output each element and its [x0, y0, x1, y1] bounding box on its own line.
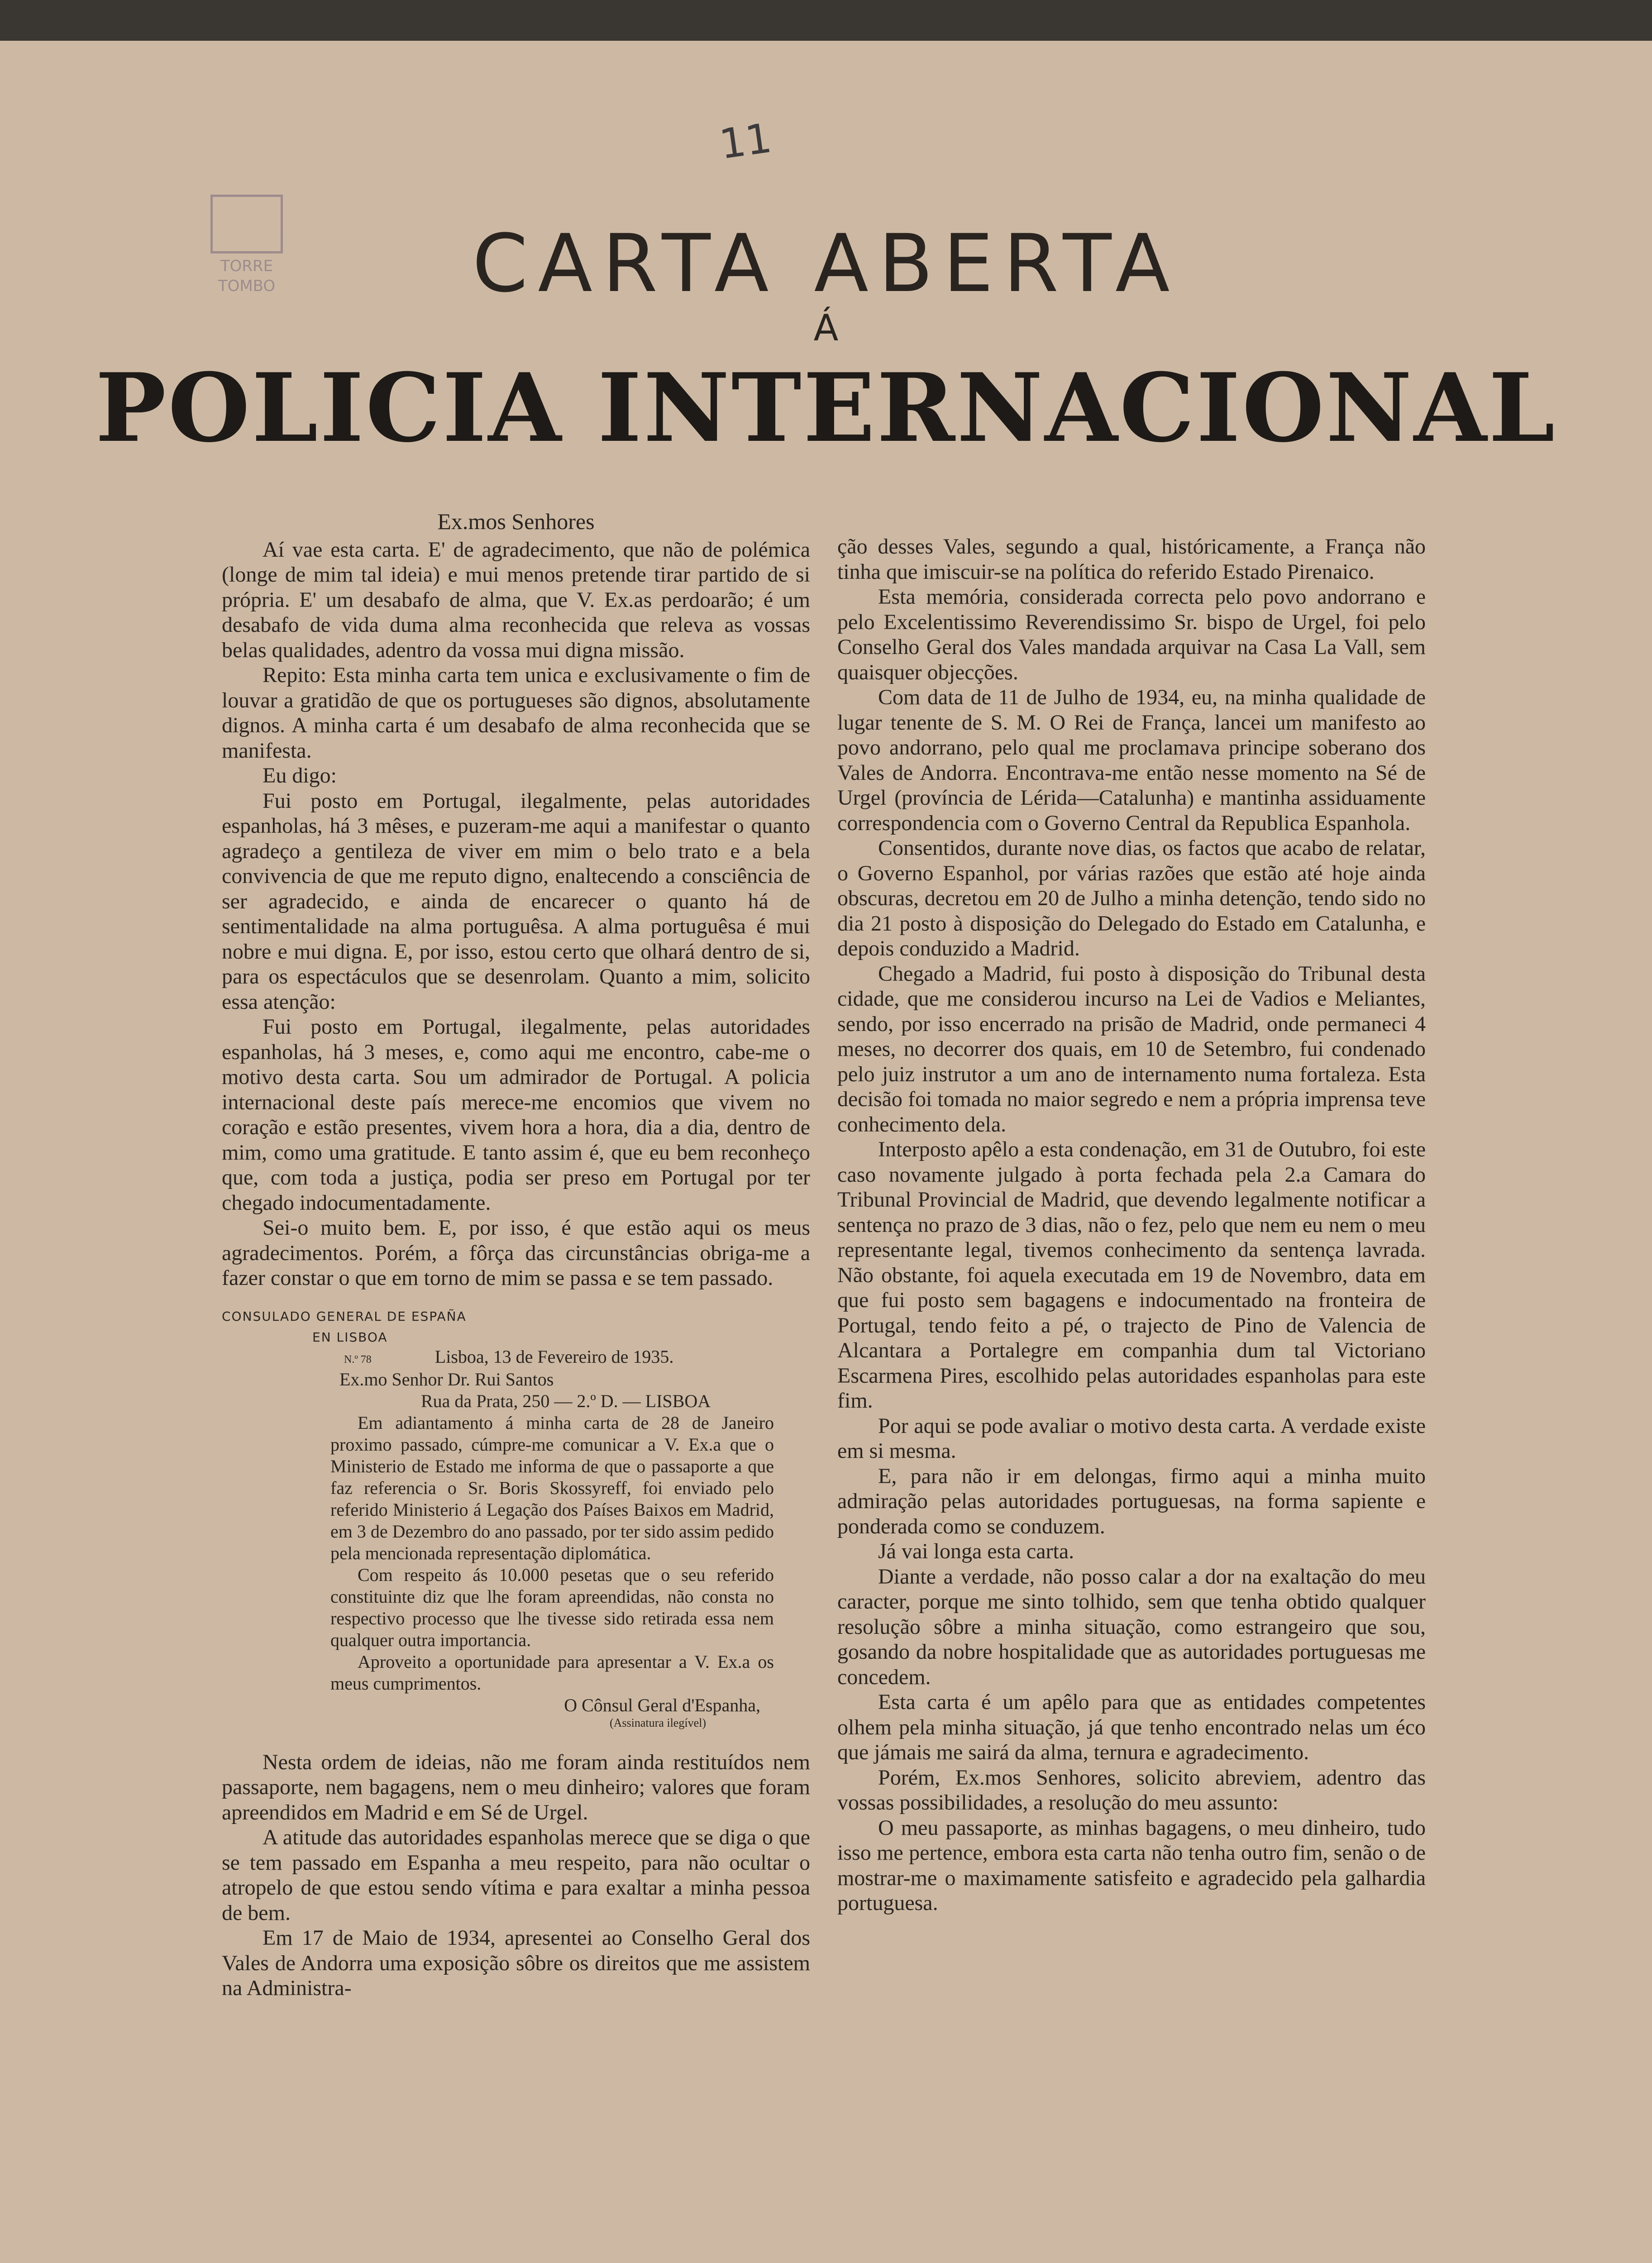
stamp-line2: TOMBO — [218, 277, 276, 295]
right-paragraph: Esta memória, considerada correcta pelo povo andorrano e pelo Excelentissimo Reverendissimo Sr. bispo de Urgel, foi pelo Conselho Geral dos Vales mandada arquivar na Casa La Vall, sem quaisquer objecções. — [837, 585, 1426, 684]
right-paragraph: Consentidos, durante nove dias, os factos que acabo de relatar, o Governo Espanhol, por várias razões que estão até hoje ainda obscuras, decretou em 20 de Julho a minha detenção, tendo sido no dia 21 posto à disposição do Delegado do Estado em Catalunha, e depois conduzido a Madrid. — [837, 836, 1426, 960]
title-line3: POLICIA INTERNACIONAL — [95, 353, 1557, 463]
left-paragraph: Nesta ordem de ideias, não me foram ainda restituídos nem passaporte, nem bagagens, nem o meu dinheiro; valores que foram apreendidos em Madrid e em Sé de Urgel. — [222, 1750, 810, 1824]
right-paragraph: Chegado a Madrid, fui posto à disposição do Tribunal desta cidade, que me considerou incurso na Lei de Vadios e Meliantes, sendo, por isso encerrado na prisão de Madrid, onde permaneci 4 meses, no decorrer dos quais, em 10 de Setembro, fui condenado pelo juiz instrutor a um ano de internamento numa fortaleza. Esta decisão foi tomada no maior segredo e nem a própria imprensa teve conhecimento dela. — [837, 961, 1426, 1136]
letter-number: N.º 78 — [344, 1353, 372, 1365]
left-paragraph: Sei-o muito bem. E, por isso, é que estão aqui os meus agradecimentos. Porém, a fôrça das circunstâncias obriga-me a fazer constar o que em torno de mim se passa e se tem passado. — [222, 1216, 810, 1290]
right-column — [837, 534, 1426, 1916]
right-paragraph: ção desses Vales, segundo a qual, históricamente, a França não tinha que imiscuir-se na política do referido Estado Pirenaico. — [837, 535, 1426, 584]
embedded-consulate-letter — [222, 1306, 810, 1730]
letter-header1: CONSULADO GENERAL DE ESPAÑA — [222, 1308, 467, 1324]
folio-number: 11 — [716, 114, 775, 169]
left-paragraph: A atitude das autoridades espanholas merece que se diga o que se tem passado em Espanha a meu respeito, para não ocultar o atropelo de que estou sendo vítima e para exaltar a minha pessoa de bem. — [222, 1825, 810, 1925]
letter-address: Rua da Prata, 250 — 2.º D. — LISBOA — [421, 1390, 711, 1411]
letter-recipient: Ex.mo Senhor Dr. Rui Santos — [339, 1369, 554, 1389]
letter-signatory: O Cônsul Geral d'Espanha, — [564, 1695, 760, 1715]
right-paragraph: Porém, Ex.mos Senhores, solicito abreviem, adentro das vossas possibilidades, a resolução do meu assunto: — [837, 1765, 1426, 1814]
greeting: Ex.mos Senhores — [437, 509, 595, 534]
left-paragraph: Repito: Esta minha carta tem unica e exclusivamente o fim de louvar a gratidão de que os portugueses são dignos, absolutamente dignos. A minha carta é um desabafo de alma reconhecida que se manifesta. — [222, 663, 810, 763]
title-line1: CARTA ABERTA — [472, 217, 1180, 310]
stamp-line1: TORRE — [220, 257, 273, 275]
document-sheet — [0, 41, 1652, 2263]
right-paragraph: Esta carta é um apêlo para que as entidades competentes olhem pela minha situação, já que tenho encontrado nelas um éco que jámais me sairá da alma, ternura e agradecimento. — [837, 1690, 1426, 1764]
letter-header2: EN LISBOA — [312, 1329, 388, 1345]
left-paragraph: Fui posto em Portugal, ilegalmente, pelas autoridades espanholas, há 3 mêses, e puzeram-me aqui a manifestar o quanto agradeço a gentileza de viver em mim o belo trato e a bela convivencia de que me reputo digno, enaltecendo a consciência de ser agradecido, e ainda de encarecer o quanto há de sentimentalidade na alma portuguêsa. A alma portuguêsa é mui nobre e mui digna. E, por isso, estou certo que olhará dentro de si, para os espectáculos que se desenrolam. Quanto a mim, solicito essa atenção: — [222, 788, 810, 1014]
right-paragraph: Interposto apêlo a esta condenação, em 31 de Outubro, foi este caso novamente julgado à porta fechada pela 2.a Camara do Tribunal Provincial de Madrid, que devendo legalmente notificar a sentença no prazo de 3 dias, não o fez, pelo que nem eu nem o meu representante legal, tivemos conhecimento da sentença lavrada. Não obstante, foi aquela executada em 19 de Novembro, data em que fui posto sem bagagens e indocumentado na fronteira de Portugal, tendo feito a pé, o trajecto de Pino de Valencia de Alcantara a Portalegre em companhia dum tal Victoriano Escarmena Pires, escolhido pelas autoridades espanholas para este fim. — [837, 1137, 1426, 1413]
letter-paragraph: Em adiantamento á minha carta de 28 de Janeiro proximo passado, cúmpre-me comunicar a V. Ex.a que o Ministerio de Estado me informa de que o passaporte a que faz referencia o Sr. Boris Skossyreff, foi enviado pelo referido Ministerio á Legação dos Países Baixos em Madrid, em 3 de Dezembro do ano passado, por ter sido assim pedido pela mencionada representação diplomática. — [330, 1412, 774, 1563]
right-paragraph: Com data de 11 de Julho de 1934, eu, na minha qualidade de lugar tenente de S. M. O Rei de França, lancei um manifesto ao povo andorrano, pelo qual me proclamava principe soberano dos Vales de Andorra. Encontrava-me então nesse momento na Sé de Urgel (província de Lérida—Catalunha) e mantinha assiduamente correspondencia com o Governo Central da Republica Espanhola. — [837, 685, 1426, 835]
left-paragraph: Eu digo: — [263, 764, 337, 788]
left-paragraph: Fui posto em Portugal, ilegalmente, pelas autoridades espanholas, há 3 meses, e, como aqui me encontro, cabe-me o motivo desta carta. Sou um admirador de Portugal. A policia internacional deste país merece-me encomios que vivem no coração e estão presentes, vivem hora a hora, dia a dia, dentro de mim, como uma gratitude. E tanto assim é, que eu bem reconheço que, com toda a justiça, podia ser preso em Portugal por ter chegado indocumentadamente. — [222, 1015, 810, 1215]
letter-signature-note: (Assinatura ilegível) — [610, 1716, 706, 1729]
letter-paragraph: Com respeito ás 10.000 pesetas que o seu referido constituinte diz que lhe foram apreendidas, não consta no respectivo processo que lhe tivesse sido retirada essa nem qualquer outra importancia. — [330, 1564, 774, 1650]
title-line2: Á — [813, 307, 839, 349]
right-paragraph: Por aqui se pode avaliar o motivo desta carta. A verdade existe em si mesma. — [837, 1413, 1426, 1463]
letter-date: Lisboa, 13 de Fevereiro de 1935. — [434, 1346, 674, 1367]
right-paragraph: Diante a verdade, não posso calar a dor na exaltação do meu caracter, porque me sinto tolhido, sem que tenha obtido qualquer resolução sôbre a minha situação, como estrangeiro que sou, gosando da nobre hospitalidade que as autoridades portuguesas me concedem. — [837, 1564, 1426, 1689]
left-paragraph: Em 17 de Maio de 1934, apresentei ao Conselho Geral dos Vales de Andorra uma exposição sôbre os direitos que me assistem na Administra- — [222, 1926, 810, 2000]
left-paragraph: Aí vae esta carta. E' de agradecimento, que não de polémica (longe de mim tal ideia) e mui menos pretende tirar partido de si própria. E' um desabafo de alma, que V. Ex.as perdoarão; é um desabafo de vida duma alma reconhecida que releva as vossas belas qualidades, adentro da vossa mui digna missão. — [222, 537, 810, 662]
right-paragraph: O meu passaporte, as minhas bagagens, o meu dinheiro, tudo isso me pertence, embora esta carta não tenha outro fim, senão o de mostrar-me o maximamente satisfeito e agradecido pela galhardia portuguesa. — [837, 1815, 1426, 1915]
right-paragraph: Já vai longa esta carta. — [878, 1539, 1074, 1563]
right-paragraph: E, para não ir em delongas, firmo aqui a minha muito admiração pelas autoridades portuguesas, na forma sapiente e ponderada como se conduzem. — [837, 1464, 1426, 1538]
left-column — [222, 509, 810, 2001]
letter-paragraph: Aproveito a oportunidade para apresentar a V. Ex.a os meus cumprimentos. — [330, 1651, 774, 1694]
